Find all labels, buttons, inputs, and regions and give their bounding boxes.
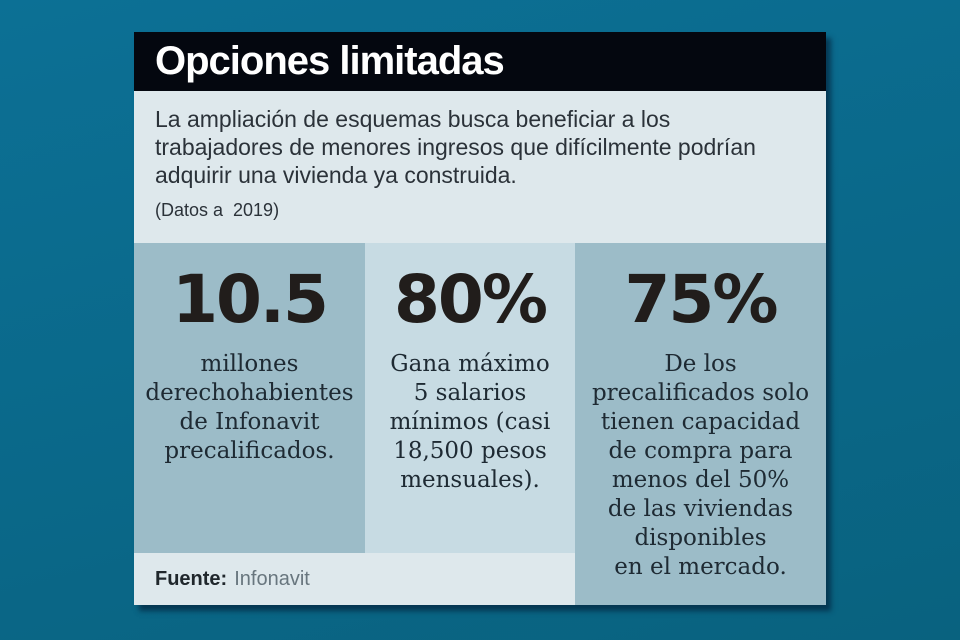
stat-description: [134, 350, 365, 466]
stat-value: 80%: [394, 261, 546, 338]
stat-description-line: derechohabientes: [145, 380, 354, 406]
stat-description-line: millones: [200, 351, 299, 377]
stat-description-line: tienen capacidad: [600, 409, 801, 435]
stat-description-line: precalificados.: [164, 438, 335, 464]
stat-description: [575, 350, 826, 582]
stats-row: [134, 243, 575, 553]
card-header: [134, 32, 826, 91]
source-value: Infonavit: [234, 567, 310, 590]
stat-capacidad-compra: [575, 243, 826, 605]
stat-description-line: De los: [664, 351, 737, 377]
intro-text-line: trabajadores de menores ingresos que difícilmente podrían: [155, 134, 756, 160]
intro-text-line: adquirir una vivienda ya construida.: [155, 162, 517, 188]
stat-description-line: de compra para: [608, 438, 793, 464]
stat-value: 10.5: [172, 261, 327, 338]
stat-description-line: 18,500 pesos: [393, 438, 547, 464]
stat-description-line: de las viviendas: [607, 496, 794, 522]
intro-section: [134, 91, 826, 243]
stat-derechohabientes: [134, 243, 365, 553]
source-footer: [134, 553, 575, 605]
infographic-card: [134, 32, 826, 605]
stat-description-line: disponibles: [634, 525, 767, 551]
stat-salarios: [365, 243, 575, 553]
stat-description-line: Gana máximo: [390, 351, 550, 377]
intro-text-line: La ampliación de esquemas busca beneficiar a los: [155, 106, 671, 132]
stats-region: [134, 243, 826, 605]
card-title: Opciones limitadas: [155, 39, 504, 83]
stat-description-line: de Infonavit: [179, 409, 320, 435]
data-year-note: (Datos a 2019): [155, 200, 280, 220]
stat-description-line: mínimos (casi: [389, 409, 551, 435]
stat-description-line: mensuales).: [400, 467, 540, 493]
stat-description-line: en el mercado.: [614, 554, 787, 580]
stat-description-line: menos del 50%: [611, 467, 790, 493]
source-label: Fuente:: [155, 567, 228, 590]
stat-description-line: precalificados solo: [591, 380, 810, 406]
stat-value: 75%: [624, 261, 777, 338]
stat-description: [365, 350, 575, 495]
stats-left-block: [134, 243, 575, 605]
stat-description-line: 5 salarios: [413, 380, 527, 406]
